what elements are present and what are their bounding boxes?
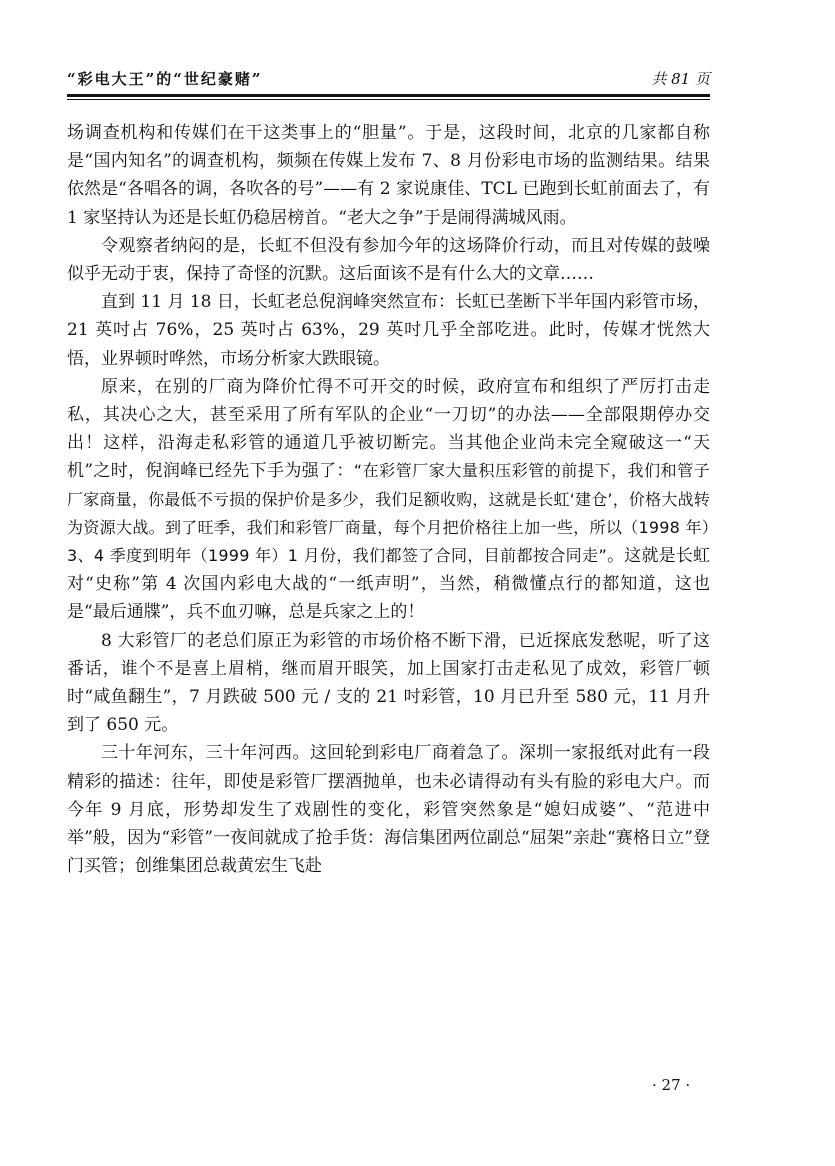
- paragraph-6: 三十年河东，三十年河西。这回轮到彩电厂商着急了。深圳一家报纸对此有一段精彩的描述：往年，即使是彩管厂摆酒抛单，也未必请得动有头有脸的彩电大户。而今年 9 月底，形势却发生了戏剧性的变化，彩管突然象是“媳妇成婆”、“范进中举”般，因为“彩管”一夜间就成了抢手货：海信集团两位副总“屈架”亲赴“赛格日立”登门买管；创维集团总裁黄宏生飞赴: [67, 743, 710, 877]
- chapter-title: “彩电大王”的“世纪豪赌”: [67, 70, 263, 88]
- paragraph-5: 8 大彩管厂的老总们原正为彩管的市场价格不断下滑，已近探底发愁呢，听了这番话，谁个不是喜上眉梢，继而眉开眼笑，加上国家打击走私见了成效，彩管厂顿时“咸鱼翻生”，7 月跌破 500 元 / 支的 21 吋彩管，10 月已升至 580 元，11 月升到了 650 元。: [67, 630, 710, 736]
- body-text: [67, 119, 710, 880]
- paragraph-1: 场调查机构和传媒们在干这类事上的“胆量”。于是，这段时间，北京的几家都自称是“国内知名”的调查机构，频频在传媒上发布 7、8 月份彩电市场的监测结果。结果依然是“各唱各的调，各吹各的号”——有 2 家说康佳、TCL 已跑到长虹前面去了，有 1 家坚持认为还是长虹仍稳居榜首。“老大之争”于是闹得满城风雨。: [67, 123, 710, 228]
- page-count: 共 81 页: [651, 70, 710, 88]
- header-rule-thin: [67, 99, 710, 100]
- page-number-text: · 27 ·: [652, 1076, 691, 1094]
- quoted-statement: “在彩管厂家大量积压彩管的前提下，我们和管子厂家商量，你最低不亏损的保护价是多少，我们足额收购，这就是长虹‘建仓’，价格大战转为资源大战。到了旺季，我们和彩管厂商量，每个月把价格往上加一些，所以（1998 年）3、4 季度到明年（1999 年）1 月份，我们都签了合同，目前都按合同走”: [67, 461, 710, 566]
- paragraph-4-tail: 。这就是长虹对“史称”第 4 次国内彩电大战的“一纸声明”，当然，稍微懂点行的都知道，这也是“最后通牒”，兵不血刃嘛，总是兵家之上的！: [67, 546, 711, 623]
- paragraph-4-lead: 原来，在别的厂商为降价忙得不可开交的时候，政府宣布和组织了严厉打击走私，其决心之大，甚至采用了所有军队的企业“一刀切”的办法——全部限期停办交出！这样，沿海走私彩管的通道几乎被切断完。当其他企业尚未完全窥破这一“天机”之时，倪润峰已经先下手为强了：: [67, 376, 710, 482]
- paragraph-4: [67, 373, 710, 627]
- paragraph-3: 直到 11 月 18 日，长虹老总倪润峰突然宣布：长虹已垄断下半年国内彩管市场，21 英吋占 76%，25 英吋占 63%，29 英吋几乎全部吃进。此时，传媒才恍然大悟，业界顿时哗然，市场分析家大跌眼镜。: [67, 292, 710, 369]
- paragraph-2: 令观察者纳闷的是，长虹不但没有参加今年的这场降价行动，而且对传媒的鼓噪似乎无动于衷，保持了奇怪的沉默。这后面该不是有什么大的文章……: [67, 235, 710, 285]
- running-header: [67, 66, 710, 94]
- header-rule-thick: [67, 94, 710, 97]
